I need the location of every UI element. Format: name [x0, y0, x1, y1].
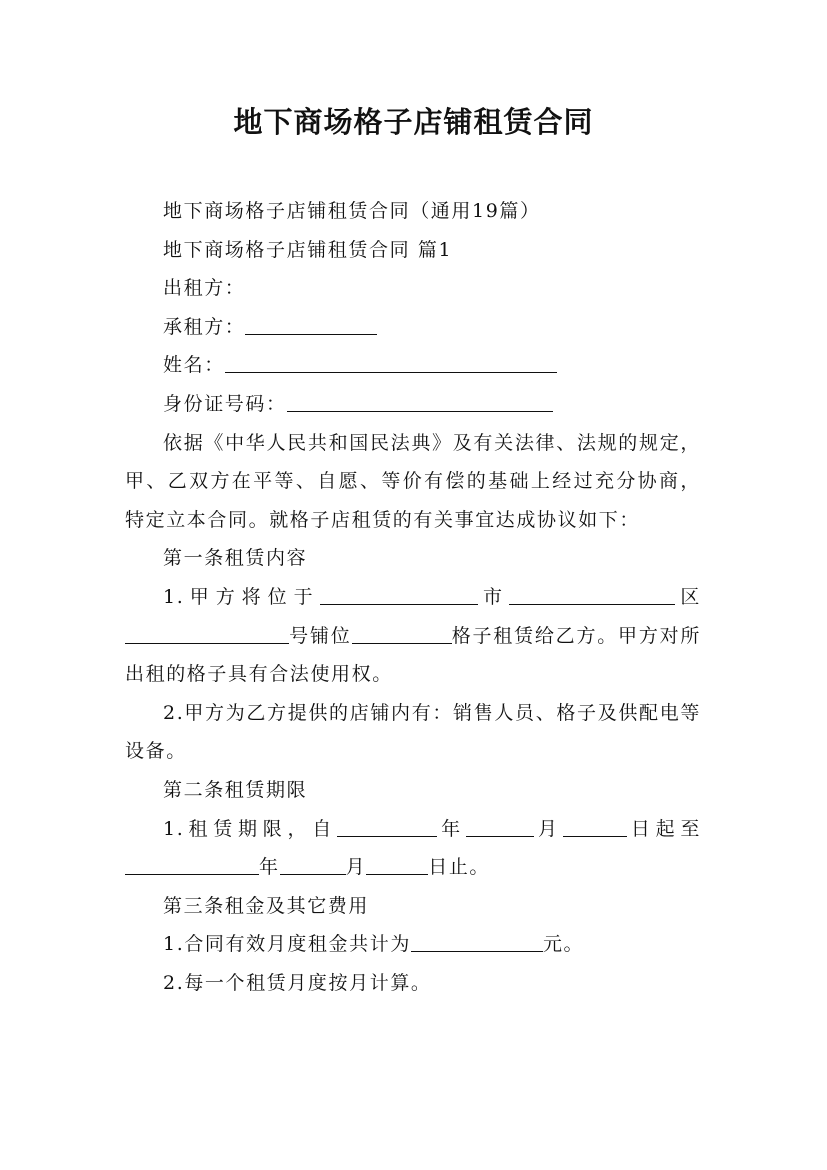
district-blank [509, 585, 675, 605]
a2-p1-text3: 月 [533, 817, 563, 840]
a2-p1-text6: 月 [345, 856, 367, 879]
number-blank [125, 624, 289, 644]
lessor-line [125, 269, 701, 308]
section-heading: 地下商场格子店铺租赁合同 篇1 [163, 238, 453, 261]
article1-paragraph1 [125, 578, 701, 694]
document-title: 地下商场格子店铺租赁合同 [233, 105, 594, 139]
a1-p1-text4: 号铺位 [289, 624, 352, 647]
id-line [125, 385, 701, 424]
document-body [125, 192, 701, 1002]
start-month-blank [466, 817, 534, 837]
end-year-blank [125, 855, 259, 875]
lessor-label: 出租方： [163, 277, 246, 300]
a1-p1-text1: 1.甲方将位于 [163, 585, 320, 608]
start-day-blank [563, 817, 627, 837]
article2-paragraph1 [125, 810, 701, 887]
article3-paragraph2: 2.每一个租赁月度按月计算。 [163, 971, 432, 994]
stall-blank [352, 624, 452, 644]
id-blank [287, 392, 553, 412]
end-day-blank [366, 855, 428, 875]
a3-p1-text1: 1.合同有效月度租金共计为 [163, 933, 411, 956]
a3-p1-text2: 元。 [542, 933, 585, 956]
name-blank [225, 353, 557, 373]
name-label: 姓名： [163, 354, 225, 377]
lessee-label: 承租方： [163, 315, 246, 338]
a1-p1-text3: 区 [675, 585, 701, 608]
intro-paragraph: 依据《中华人民共和国民法典》及有关法律、法规的规定，甲、乙双方在平等、自愿、等价有偿的基础上经过充分协商，特定立本合同。就格子店租赁的有关事宜达成协议如下： [125, 431, 701, 531]
name-line [125, 346, 701, 385]
article3-title: 第三条租金及其它费用 [163, 894, 370, 917]
a1-p1-text2: 市 [477, 585, 509, 608]
a1-p1-text5: 格子租赁给乙方。甲方对所出租的格子具有合法使用权。 [125, 624, 701, 686]
article3-paragraph1 [125, 925, 701, 964]
a2-p1-text1: 1.租赁期限，自 [163, 817, 337, 840]
lessee-blank [245, 315, 377, 335]
start-year-blank [337, 817, 437, 837]
end-month-blank [280, 855, 346, 875]
city-blank [320, 585, 478, 605]
a2-p1-text2: 年 [436, 817, 466, 840]
id-label: 身份证号码： [163, 392, 287, 415]
a2-p1-text7: 日止。 [428, 856, 491, 879]
article2-title: 第二条租赁期限 [163, 778, 308, 801]
lessee-line [125, 308, 701, 347]
a2-p1-text5: 年 [259, 856, 280, 879]
article1-title: 第一条租赁内容 [163, 547, 308, 570]
article1-paragraph2: 2.甲方为乙方提供的店铺内有：销售人员、格子及供配电等设备。 [125, 701, 701, 763]
rent-blank [411, 932, 543, 952]
subtitle: 地下商场格子店铺租赁合同（通用19篇） [163, 200, 541, 222]
a2-p1-text4: 日起至 [626, 817, 701, 840]
